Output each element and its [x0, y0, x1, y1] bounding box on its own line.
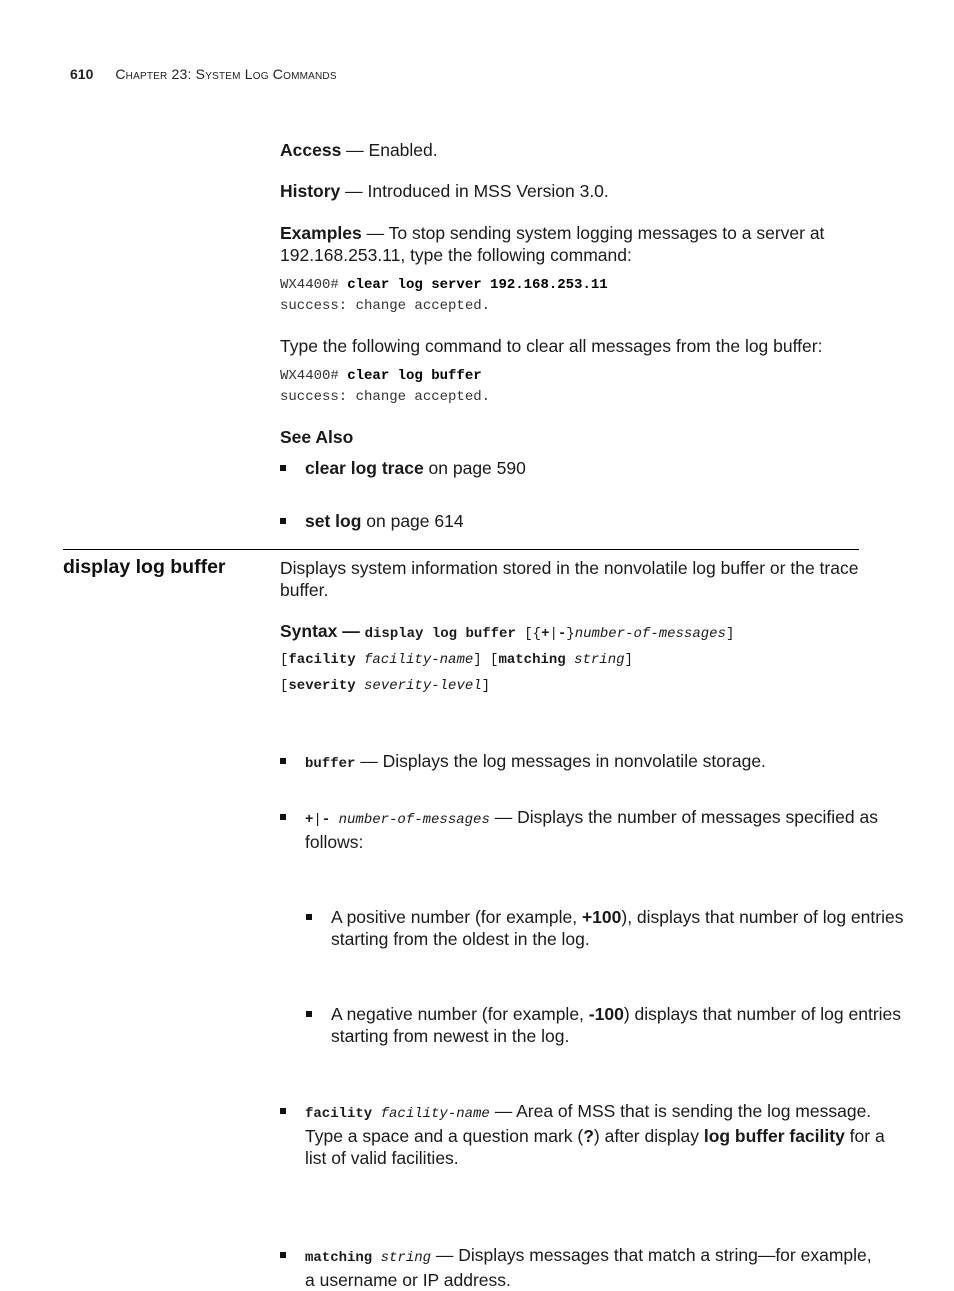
see-also-item[interactable]	[280, 510, 885, 532]
syntax-plus: +	[541, 626, 550, 642]
clear-buffer-paragraph: Type the following command to clear all messages from the log buffer:	[280, 336, 823, 356]
syntax-label: Syntax —	[280, 621, 360, 641]
examples-text: — To stop sending system logging messages to a server at 192.168.253.11, type the following command:	[280, 223, 825, 265]
sub-text: ), displays that number of log entries starting from the oldest in the log.	[331, 907, 904, 949]
param-code: +	[305, 812, 314, 828]
param-text: for a list of valid facilities.	[305, 1126, 885, 1168]
code-prompt: WX4400#	[280, 368, 348, 384]
see-also-page: on page 614	[361, 511, 464, 531]
sub-text: A negative number (for example,	[331, 1004, 589, 1024]
section-description: Displays system information stored in the nonvolatile log buffer or the trace buffer.	[280, 558, 859, 600]
param-text: — Displays messages that match a string—for example, a username or IP address.	[305, 1245, 872, 1290]
section-divider	[63, 549, 859, 550]
sub-text: A positive number (for example,	[331, 907, 582, 927]
sub-item-negative	[280, 1003, 911, 1047]
syntax-keyword: facility	[288, 652, 356, 668]
examples-paragraph	[280, 222, 860, 266]
access-line	[280, 139, 860, 161]
code-block-2	[280, 366, 860, 408]
sub-item-positive	[280, 906, 911, 950]
syntax-minus: -	[557, 626, 567, 642]
history-line	[280, 180, 860, 202]
syntax-bracket: [{	[515, 626, 542, 642]
param-matching	[280, 1244, 885, 1291]
syntax-pipe: |	[549, 626, 558, 642]
param-code: |	[313, 812, 322, 828]
code-prompt: WX4400#	[280, 277, 348, 293]
syntax-keyword: severity	[288, 678, 356, 694]
syntax-arg: facility-name	[355, 652, 474, 668]
syntax-bracket: [	[280, 678, 289, 694]
sub-text: ) displays that number of log entries starting from newest in the log.	[331, 1004, 902, 1046]
page-number: 610	[70, 66, 94, 82]
param-buffer	[280, 750, 885, 775]
syntax-bracket: ]	[624, 652, 633, 668]
syntax-arg: severity-level	[355, 678, 482, 694]
see-also-link[interactable]: set log	[305, 511, 362, 531]
param-text: — Area of MSS that is sending the log message. Type a space and a question mark (	[305, 1101, 872, 1146]
param-arg: number-of-messages	[330, 812, 490, 828]
param-text: ) after display	[593, 1126, 704, 1146]
code-result: success: change accepted.	[280, 298, 491, 314]
see-also-page: on page 590	[423, 458, 526, 478]
section-title: display log buffer	[63, 556, 226, 578]
code-block-1	[280, 275, 860, 317]
syntax-bracket: [	[280, 652, 289, 668]
see-also-item[interactable]	[280, 457, 885, 479]
param-arg: facility-name	[372, 1106, 490, 1122]
syntax-bracket: ]	[725, 626, 735, 642]
param-code: buffer	[305, 756, 356, 772]
history-text: — Introduced in MSS Version 3.0.	[340, 181, 609, 201]
code-result: success: change accepted.	[280, 389, 491, 405]
history-label: History	[280, 181, 341, 201]
syntax-arg: string	[565, 652, 625, 668]
param-code: matching	[305, 1250, 373, 1266]
syntax-block	[280, 620, 860, 698]
code-command: clear log server 192.168.253.11	[347, 277, 608, 293]
examples-label: Examples	[280, 223, 362, 243]
running-header	[70, 66, 337, 82]
param-text: — Displays the number of messages specified as follows:	[305, 807, 878, 852]
param-facility	[280, 1100, 885, 1169]
param-arg: string	[372, 1250, 432, 1266]
sub-value: -100	[588, 1004, 624, 1024]
chapter-title: Chapter 23: System Log Commands	[115, 66, 337, 82]
code-command: clear log buffer	[347, 368, 482, 384]
param-question-mark: ?	[583, 1126, 594, 1146]
param-number-of-messages	[280, 806, 885, 853]
param-text: — Displays the log messages in nonvolatile storage.	[355, 751, 766, 771]
sub-value: +100	[581, 907, 622, 927]
param-code: -	[321, 812, 331, 828]
syntax-bracket: ]	[481, 678, 491, 694]
syntax-arg: number-of-messages	[574, 626, 726, 642]
see-also-heading: See Also	[280, 427, 354, 447]
syntax-bracket: ] [	[473, 652, 499, 668]
access-label: Access	[280, 140, 342, 160]
access-text: — Enabled.	[341, 140, 438, 160]
param-ref: log buffer facility	[703, 1126, 845, 1146]
syntax-command: display log buffer	[364, 626, 516, 642]
see-also-link[interactable]: clear log trace	[305, 458, 424, 478]
syntax-bracket: }	[566, 626, 575, 642]
syntax-keyword: matching	[498, 652, 566, 668]
param-code: facility	[305, 1106, 373, 1122]
